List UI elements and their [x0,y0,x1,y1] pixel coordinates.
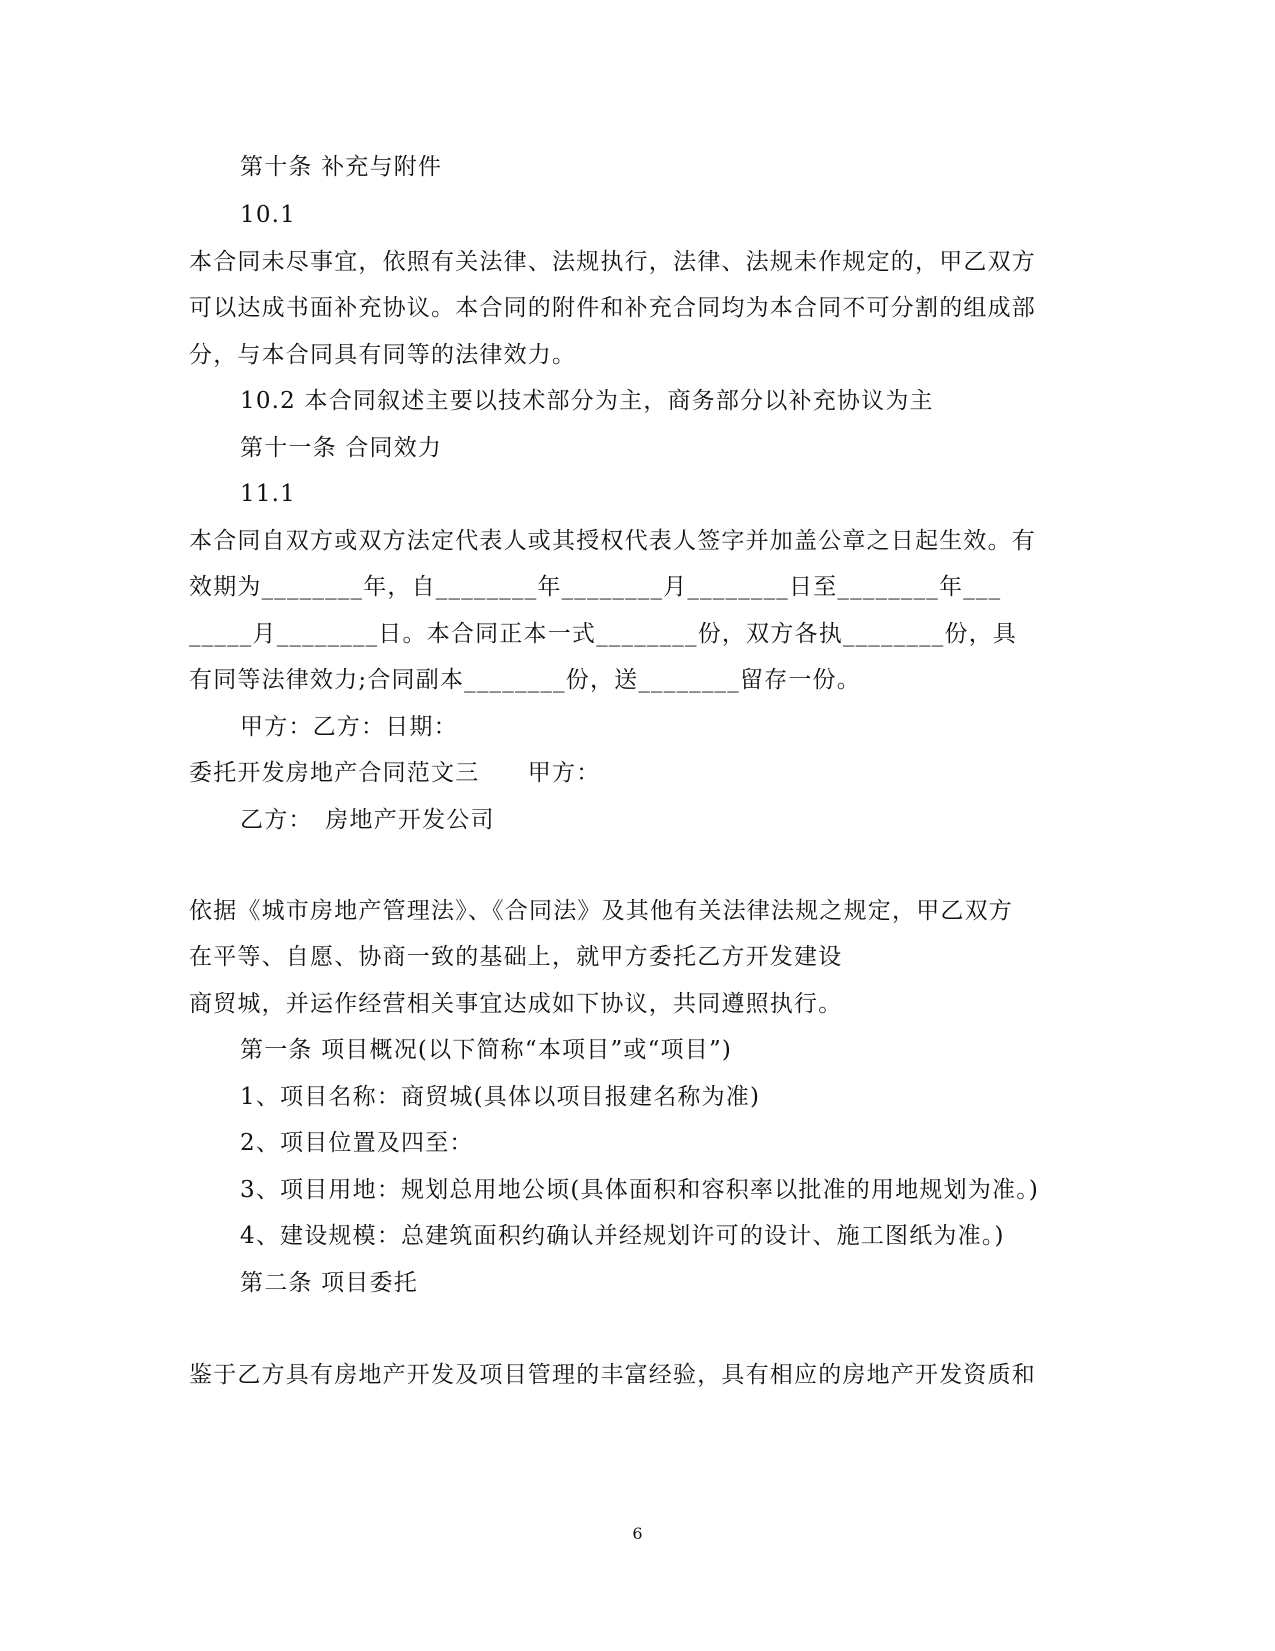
clause-10-1-number: 10.1 [240,202,297,228]
list-item: 3、项目用地：规划总用地公顷(具体面积和容积率以批准的用地规划为准。) [240,1177,1040,1203]
article-11-heading: 第十一条 合同效力 [240,435,443,461]
paragraph-line: 分，与本合同具有同等的法律效力。 [189,342,577,368]
clause-10-2: 10.2 本合同叙述主要以技术部分为主，商务部分以补充协议为主 [240,388,934,414]
party-b-line: 乙方： 房地产开发公司 [240,807,495,833]
paragraph-line: 有同等法律效力;合同副本________份，送________留存一份。 [189,667,861,693]
paragraph-line: 商贸城，并运作经营相关事宜达成如下协议，共同遵照执行。 [189,991,843,1017]
article-10-heading: 第十条 补充与附件 [240,154,443,180]
contract-title-line: 委托开发房地产合同范文三 甲方： [189,760,601,786]
article-2-heading: 第二条 项目委托 [240,1270,418,1296]
page-number: 6 [632,1524,643,1543]
paragraph-line: 在平等、自愿、协商一致的基础上，就甲方委托乙方开发建设 [189,944,843,970]
list-item: 2、项目位置及四至： [240,1130,474,1156]
article-1-heading: 第一条 项目概况(以下简称“本项目”或“项目”) [240,1037,733,1063]
paragraph-line: 效期为________年，自________年________月________日至________年___ [189,574,1002,600]
paragraph-line: 可以达成书面补充协议。本合同的附件和补充合同均为本合同不可分割的组成部 [189,295,1036,321]
paragraph-line: 本合同自双方或双方法定代表人或其授权代表人签字并加盖公章之日起生效。有 [189,528,1036,554]
paragraph-line: 鉴于乙方具有房地产开发及项目管理的丰富经验，具有相应的房地产开发资质和 [189,1362,1036,1388]
paragraph-line: 依据《城市房地产管理法》、《合同法》及其他有关法律法规之规定，甲乙双方 [189,898,1013,924]
paragraph-line: _____月________日。本合同正本一式________份，双方各执________份，具 [189,621,1018,647]
list-item: 1、项目名称：商贸城(具体以项目报建名称为准) [240,1084,761,1110]
signature-line: 甲方：乙方：日期： [240,714,458,740]
list-item: 4、建设规模：总建筑面积约确认并经规划许可的设计、施工图纸为准。) [240,1223,1005,1249]
paragraph-line: 本合同未尽事宜，依照有关法律、法规执行，法律、法规未作规定的，甲乙双方 [189,249,1036,275]
clause-11-1-number: 11.1 [240,481,297,507]
